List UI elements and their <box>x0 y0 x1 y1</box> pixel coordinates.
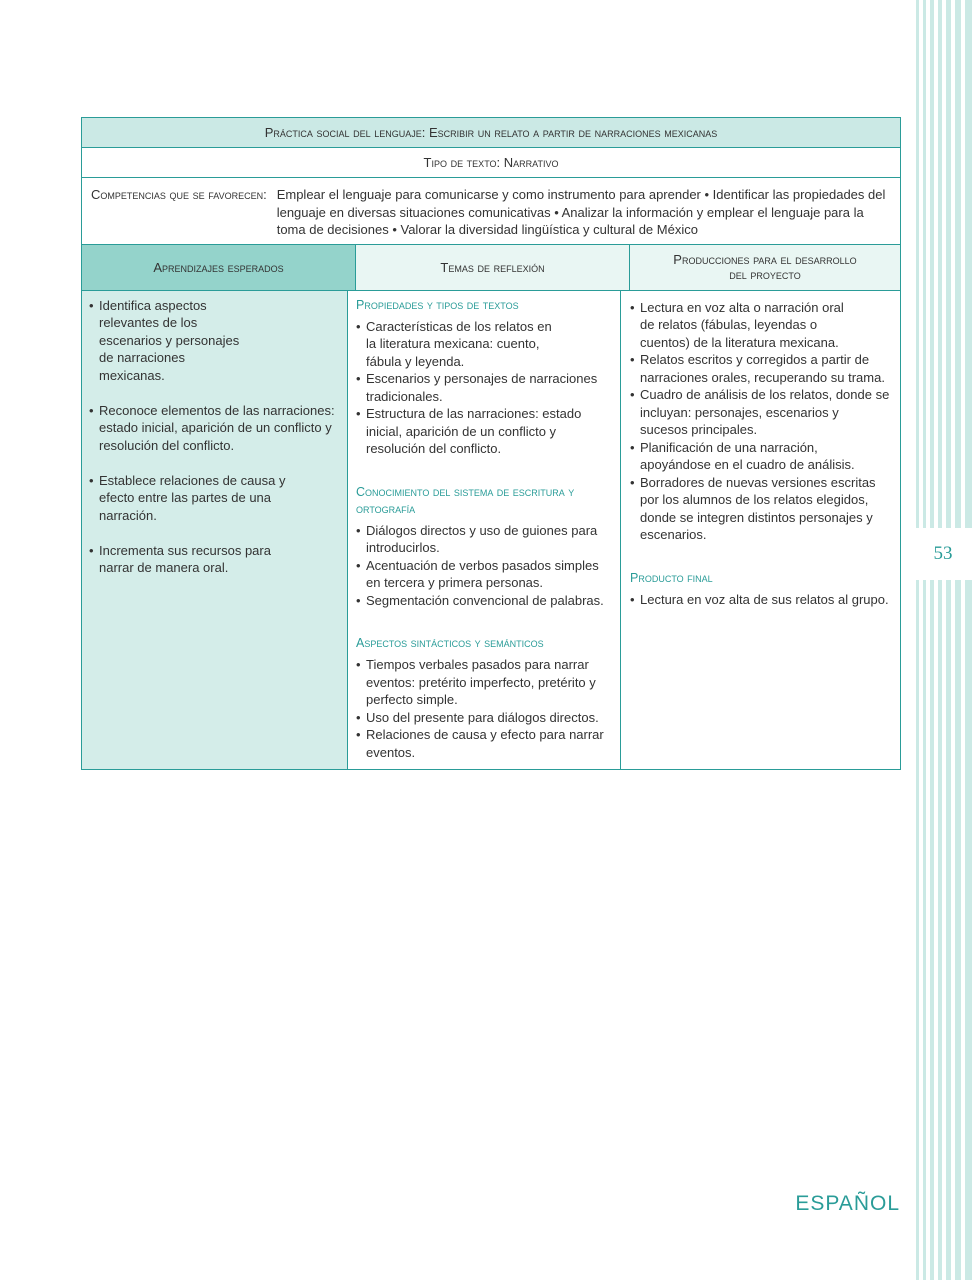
header-temas: Temas de reflexión <box>355 245 629 290</box>
list-item: • Características de los relatos en la literatura mexicana: cuento, fábula y leyenda. <box>356 318 561 371</box>
stripe <box>930 0 934 1280</box>
producciones-cell <box>620 291 903 769</box>
competencies-row <box>82 178 900 245</box>
aprendizajes-list <box>89 297 339 577</box>
curriculum-table <box>81 117 901 770</box>
competencies-label: Competencias que se favorecen: <box>91 187 267 202</box>
stripe <box>938 0 942 1280</box>
temas-list <box>356 656 612 761</box>
list-item: • Lectura en voz alta o narración oral de relatos (fábulas, leyendas o cuentos) de la literatura mexicana. <box>630 299 855 352</box>
section-title: Producto final <box>630 570 713 585</box>
stripe <box>955 0 961 1280</box>
competencies-text: Emplear el lenguaje para comunicarse y como instrumento para aprender • Identificar las propiedades del lenguaje en diversas situaciones comunicativas • Analizar la información y emplear el lenguaje para la toma de decisiones • Valorar la diversidad lingüística y cultural de México <box>276 187 886 237</box>
list-item: • Relaciones de causa y efecto para narrar eventos. <box>356 726 614 761</box>
text-type: Tipo de texto: Narrativo <box>82 148 900 178</box>
table-title: Práctica social del lenguaje: Escribir un relato a partir de narraciones mexicanas <box>82 118 900 148</box>
stripe <box>946 0 951 1280</box>
subject-label: ESPAÑOL <box>795 1192 900 1215</box>
list-item: • Incrementa sus recursos para narrar de manera oral. <box>89 542 304 577</box>
list-item: • Cuadro de análisis de los relatos, donde se incluyan: personajes, escenarios y sucesos principales. <box>630 386 890 439</box>
temas-cell <box>347 291 620 769</box>
list-item: • Diálogos directos y uso de guiones para introducirlos. <box>356 522 611 557</box>
decorative-stripes <box>914 0 972 1280</box>
table-body <box>82 291 900 769</box>
section-title: Aspectos sintácticos y semánticos <box>356 636 544 650</box>
list-item: • Relatos escritos y corregidos a partir de narraciones orales, recuperando su trama. <box>630 351 895 386</box>
temas-list <box>356 522 612 610</box>
list-item: • Lectura en voz alta de sus relatos al grupo. <box>630 591 895 609</box>
stripe <box>916 0 919 1280</box>
header-aprendizajes: Aprendizajes esperados <box>82 245 355 290</box>
list-item: • Estructura de las narraciones: estado inicial, aparición de un conflicto y resolución del conflicto. <box>356 405 591 458</box>
section-title: Conocimiento del sistema de escritura y ortografía <box>356 484 575 516</box>
column-headers <box>82 245 900 291</box>
list-item: • Acentuación de verbos pasados simples en tercera y primera personas. <box>356 557 611 592</box>
producto-final-list <box>630 591 895 609</box>
list-item: • Borradores de nuevas versiones escritas por los alumnos de los relatos elegidos, donde se integren distintos personajes y escenarios. <box>630 474 885 544</box>
list-item: • Segmentación convencional de palabras. <box>356 592 616 610</box>
section-title: Propiedades y tipos de textos <box>356 297 519 312</box>
list-item: • Planificación de una narración, apoyándose en el cuadro de análisis. <box>630 439 865 474</box>
list-item: • Tiempos verbales pasados para narrar eventos: pretérito imperfecto, pretérito y perfecto simple. <box>356 656 606 709</box>
list-item: • Reconoce elementos de las narraciones: estado inicial, aparición de un conflicto y resolución del conflicto. <box>89 402 339 455</box>
stripe <box>923 0 926 1280</box>
temas-list <box>356 318 612 458</box>
stripe <box>965 0 972 1280</box>
list-item: • Establece relaciones de causa y efecto entre las partes de una narración. <box>89 472 319 525</box>
list-item: • Uso del presente para diálogos directos. <box>356 709 616 727</box>
aprendizajes-cell <box>82 291 347 769</box>
header-producciones <box>629 245 900 290</box>
producciones-list <box>630 299 895 544</box>
list-item: • Escenarios y personajes de narraciones tradicionales. <box>356 370 606 405</box>
header-producciones-label: Producciones para el desarrollo del proyecto <box>673 252 857 282</box>
list-item: • Identifica aspectos relevantes de los escenarios y personajes de narraciones mexicanas. <box>89 297 249 385</box>
page-number: 53 <box>914 528 972 580</box>
